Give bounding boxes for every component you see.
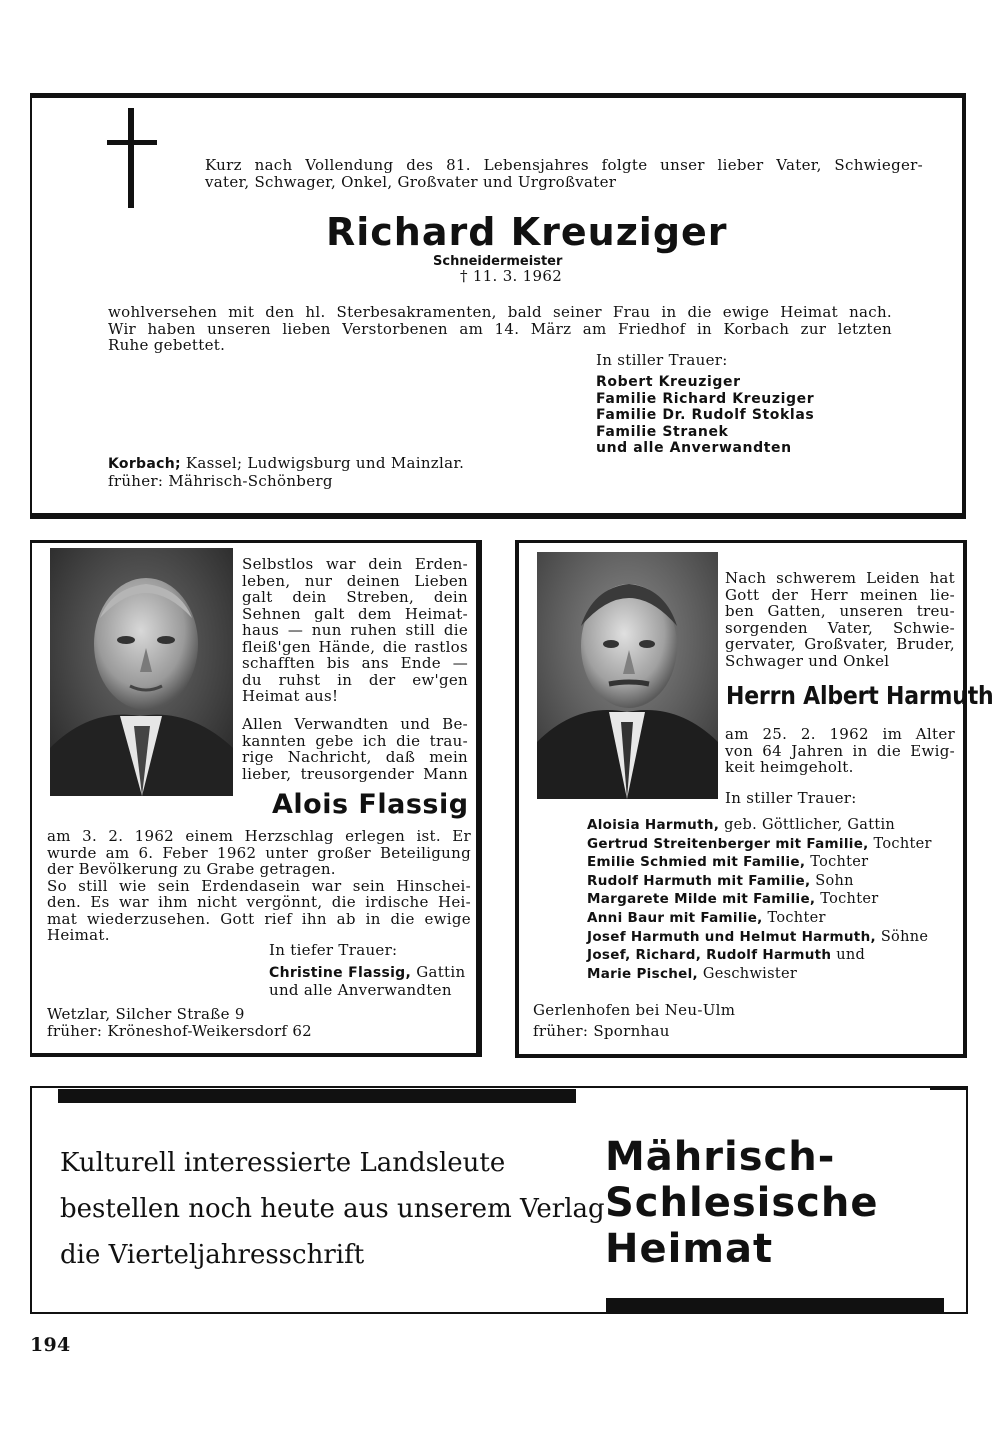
ad-bottom-bar bbox=[606, 1298, 944, 1312]
harmuth-address: Gerlenhofen bei Neu-Ulm früher: Spornhau bbox=[533, 1001, 736, 1040]
mourner-item: Gertrud Streitenberger mit Familie, Tochter bbox=[587, 835, 932, 852]
flassig-address: Wetzlar, Silcher Straße 9 früher: Kröneshof-Weikersdorf 62 bbox=[47, 1005, 313, 1040]
kreuziger-intro: Kurz nach Vollendung des 81. Lebensjahres folgte unser lieber Vater, Schwieger- vater, Schwager, Onkel, Großvater und Urgroßvater bbox=[205, 156, 923, 191]
ad-title: Mährisch- Schlesische Heimat bbox=[605, 1134, 879, 1272]
kreuziger-name: Richard Kreuziger bbox=[326, 210, 728, 254]
flassig-name: Alois Flassig bbox=[272, 789, 469, 820]
mourner-item: Margarete Milde mit Familie, Tochter bbox=[587, 891, 879, 908]
flassig-poem: Selbstlos war dein Erden- leben, nur deinen Lieben galt dein Streben, dein Sehnen galt dem Heimat- haus — nun ruhen still die fleiß'gen Hände, die rastlos schafften bis ans Ende — du ruhst in der ew'gen Heimat aus! bbox=[242, 555, 468, 705]
mourner-item: Josef, Richard, Rudolf Harmuth und bbox=[587, 947, 866, 964]
kreuziger-profession: Schneidermeister bbox=[433, 254, 563, 269]
mourner-item: Emilie Schmied mit Familie, Tochter bbox=[587, 854, 869, 871]
kreuziger-place: Korbach; Kassel; Ludwigsburg und Mainzlar. früher: Mährisch-Schönberg bbox=[108, 454, 465, 490]
kreuziger-death-date: † 11. 3. 1962 bbox=[460, 267, 563, 285]
kreuziger-mourning-label: In stiller Trauer: bbox=[596, 351, 728, 369]
ad-top-bar bbox=[58, 1089, 576, 1103]
mourner-item: Aloisia Harmuth, geb. Göttlicher, Gattin bbox=[587, 817, 896, 833]
portrait-photo-harmuth bbox=[537, 552, 718, 799]
cross-icon bbox=[128, 108, 134, 208]
cross-icon-bar bbox=[107, 140, 157, 145]
flassig-mourners: Christine Flassig, Gattin und alle Anverwandten bbox=[269, 963, 466, 999]
mourner-item: Josef Harmuth und Helmut Harmuth, Söhne bbox=[587, 928, 929, 945]
mourner-item: Marie Pischel, Geschwister bbox=[587, 965, 798, 982]
harmuth-body: am 25. 2. 1962 im Alter von 64 Jahren in die Ewig- keit heimgeholt. bbox=[725, 725, 955, 776]
kreuziger-body: wohlversehen mit den hl. Sterbesakramenten, bald seiner Frau in die ewige Heimat nach. Wir haben unseren lieben Verstorbenen am 14. März am Friedhof in Korbach zur letzten Ruhe gebettet. bbox=[108, 303, 892, 354]
ad-text: Kulturell interessierte Landsleute bestellen noch heute aus unserem Verlag die Vierteljahresschrift bbox=[60, 1148, 605, 1270]
mourner-item: Anni Baur mit Familie, Tochter bbox=[587, 909, 826, 926]
harmuth-mourning-label: In stiller Trauer: bbox=[725, 789, 857, 807]
flassig-mourning-label: In tiefer Trauer: bbox=[269, 941, 398, 959]
kreuziger-mourners: Robert Kreuziger Familie Richard Kreuziger Familie Dr. Rudolf Stoklas Familie Stranek und alle Anverwandten bbox=[596, 374, 815, 456]
page-number: 194 bbox=[30, 1334, 71, 1356]
harmuth-intro: Nach schwerem Leiden hat Gott der Herr meinen lie- ben Gatten, unseren treu- sorgenden Vater, Schwie- gervater, Großvater, Bruder, Schwager und Onkel bbox=[725, 569, 955, 670]
harmuth-mourners bbox=[587, 816, 932, 983]
flassig-intro: Allen Verwandten und Be- kannten gebe ich die trau- rige Nachricht, daß mein lieber, treusorgender Mann bbox=[242, 715, 468, 783]
portrait-photo-flassig bbox=[50, 548, 233, 796]
ad-top-rule bbox=[930, 1088, 966, 1090]
flassig-body: am 3. 2. 1962 einem Herzschlag erlegen ist. Er wurde am 6. Feber 1962 unter großer Beteiligung der Bevölkerung zu Grabe getragen. So still wie sein Erdendasein war sein Hinschei- den. Es war ihm nicht vergönnt, die irdische Hei- mat wiederzusehen. Gott rief ihn ab in die ewige Heimat. bbox=[47, 827, 471, 944]
mourner-item: Rudolf Harmuth mit Familie, Sohn bbox=[587, 872, 854, 889]
harmuth-name: Herrn Albert Harmuth bbox=[726, 682, 994, 712]
